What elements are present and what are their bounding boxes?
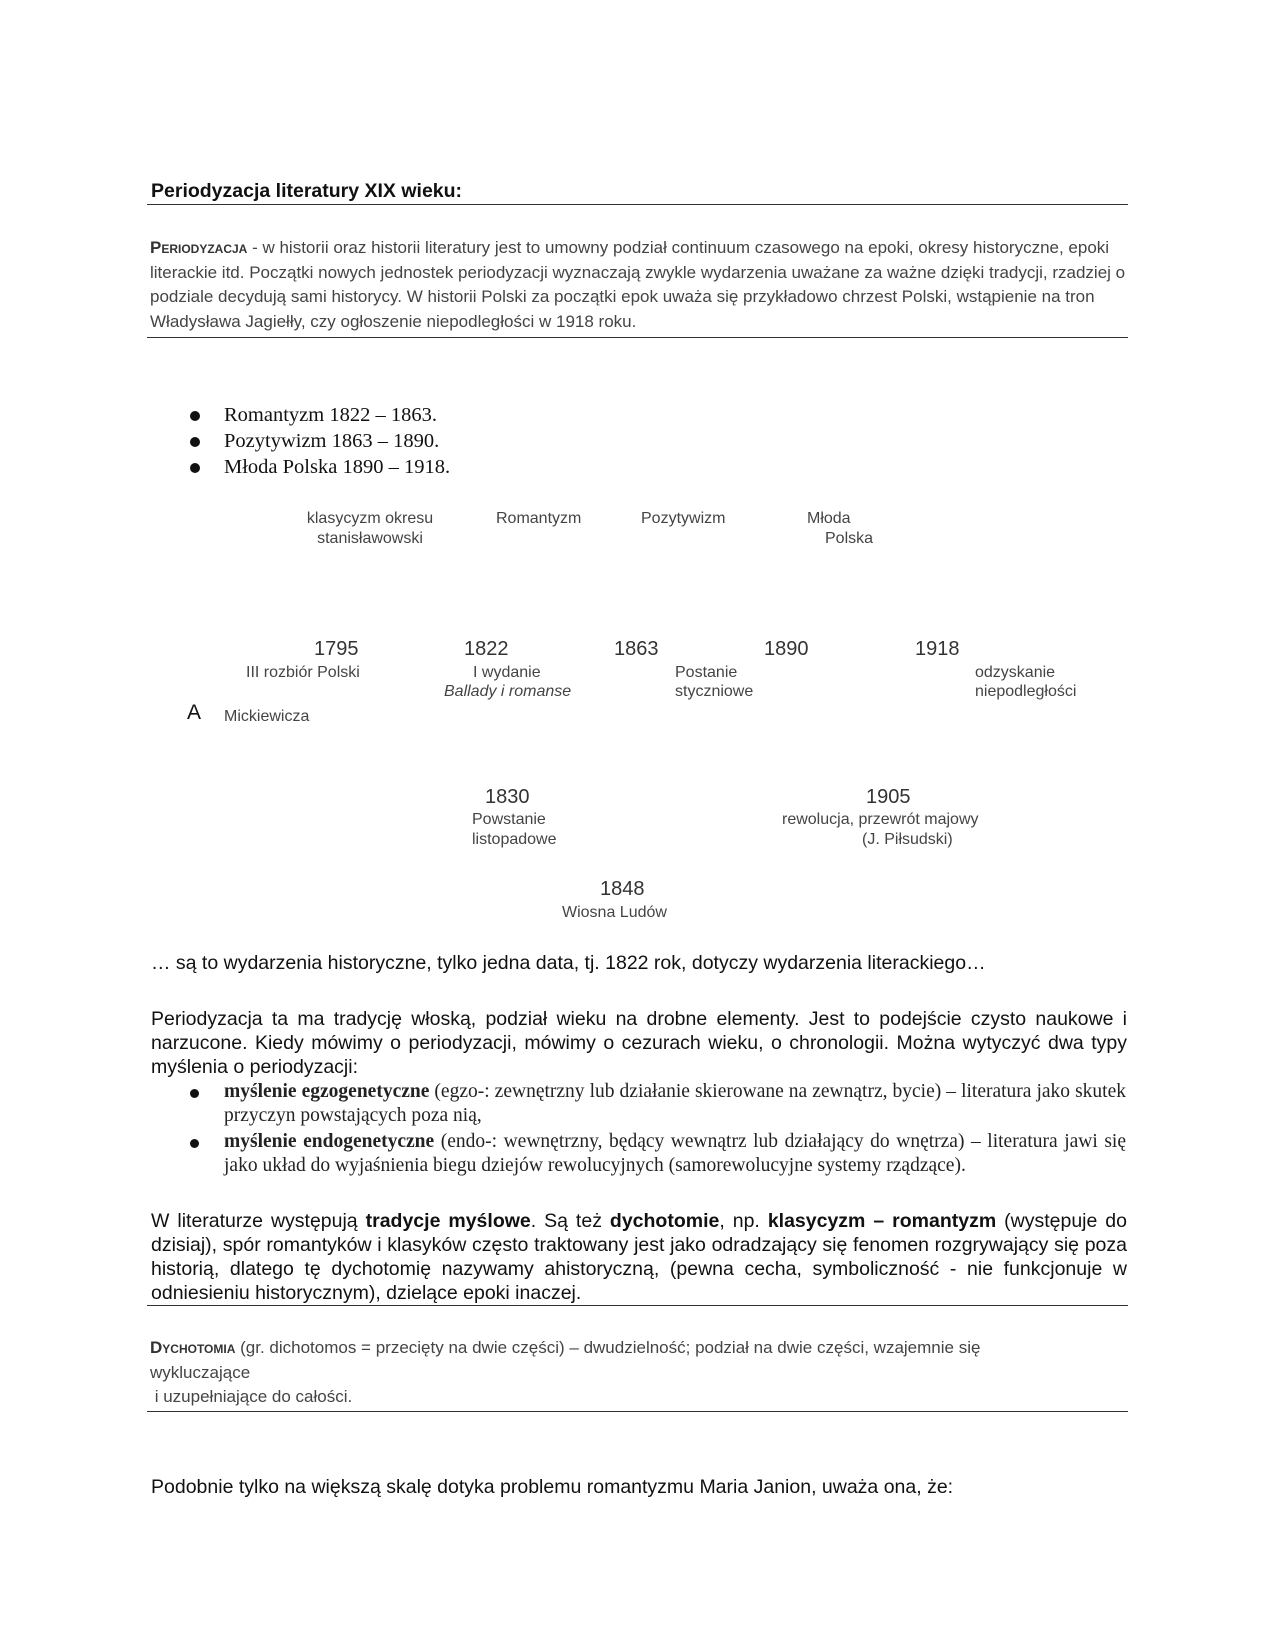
timeline-event-1822-line1: I wydanie: [473, 664, 541, 681]
timeline-event-1848: Wiosna Ludów: [562, 904, 667, 921]
timeline-event-1822-title: Ballady i romanse: [444, 683, 572, 700]
title-divider: [147, 204, 1128, 205]
timeline-event-1905-line1: rewolucja, przewrót majowy: [782, 811, 979, 828]
bullet-icon: [190, 1089, 199, 1098]
list-item: Pozytywizm 1863 – 1890.: [180, 428, 450, 454]
timeline-year-1848: 1848: [600, 878, 645, 900]
note-line: … są to wydarzenia historyczne, tylko jedna data, tj. 1822 rok, dotyczy wydarzenia literackiego…: [151, 952, 986, 974]
definition-term: Dychotomia: [150, 1338, 236, 1357]
timeline-author-initial: A: [187, 701, 202, 724]
timeline-year-1863: 1863: [614, 638, 659, 660]
list-item: myślenie egzogenetyczne (egzo-: zewnętrzny lub działanie skierowane na zewnątrz, bycie) – literatura jako skutek przyczyn powstających poza nią,: [180, 1080, 1126, 1128]
timeline-year-1830: 1830: [485, 786, 530, 808]
bullet-icon: [190, 1139, 199, 1148]
timeline-event-1918-line1: odzyskanie: [975, 664, 1056, 681]
timeline-event-1863-line2: styczniowe: [675, 683, 754, 700]
definition-divider: [147, 337, 1128, 338]
thinking-types-list: [180, 1080, 1126, 1180]
definition-text: - w historii oraz historii literatury jest to umowny podział continuum czasowego na epoki, okresy historyczne, epoki literackie itd. Początki nowych jednostek periodyzacji wyznaczają zwykle wydarzenia uważane za ważne dzięki tradycji, rzadziej o podziale decydują sami historycy. W historii Polski za początki epok uważa się przykładowo chrzest Polski, wstąpienie na tron Władysława Jagiełły, czy ogłoszenie niepodległości w 1918 roku.: [150, 238, 1126, 332]
list-item: myślenie endogenetyczne (endo-: wewnętrzny, będący wewnątrz lub działający do wnętrza) – literatura jawi się jako układ do wyjaśnienia biegu dziejów rewolucyjnych (samorewolucyjne systemy rządzące).: [180, 1130, 1126, 1178]
timeline-event-1830-line1: Powstanie: [472, 811, 546, 828]
timeline-event-1905-line2: (J. Piłsudski): [862, 831, 953, 848]
timeline-event-1863-line1: Postanie: [675, 664, 738, 681]
timeline-year-1890: 1890: [764, 638, 809, 660]
timeline-year-1905: 1905: [866, 786, 911, 808]
timeline-epoch-young-poland-2: Polska: [825, 530, 874, 547]
dichotomy-divider: [147, 1305, 1128, 1306]
bullet-icon: [190, 411, 200, 421]
timeline-event-1795: III rozbiór Polski: [246, 664, 360, 681]
timeline-epoch-positivism: Pozytywizm: [641, 510, 726, 527]
list-item: Młoda Polska 1890 – 1918.: [180, 454, 450, 480]
page-title: Periodyzacja literatury XIX wieku:: [151, 180, 463, 202]
timeline-epoch-young-poland-1: Młoda: [807, 510, 851, 527]
timeline-event-1830-line2: listopadowe: [472, 831, 557, 848]
dychotomia-divider: [147, 1411, 1128, 1412]
definition-periodyzacja: [150, 236, 1130, 335]
list-item: Romantyzm 1822 – 1863.: [180, 402, 450, 428]
timeline-author-name: Mickiewicza: [224, 708, 310, 725]
paragraph-tradition: Periodyzacja ta ma tradycję włoską, podział wieku na drobne elementy. Jest to podejście czysto naukowe i narzucone. Kiedy mówimy o periodyzacji, mówimy o cezurach wieku, o chronologii. Można wytyczyć dwa typy myślenia o periodyzacji:: [151, 1008, 1127, 1078]
timeline-epoch-classicism: klasycyzm okresu stanisławowski: [306, 510, 434, 547]
epochs-list: [180, 402, 450, 480]
timeline-year-1822: 1822: [464, 638, 509, 660]
timeline-event-1918-line2: niepodległości: [975, 683, 1077, 700]
bullet-icon: [190, 463, 200, 473]
closing-line: Podobnie tylko na większą skalę dotyka problemu romantyzmu Maria Janion, uważa ona, że:: [151, 1476, 954, 1498]
definition-dychotomia: Dychotomia (gr. dichotomos = przecięty na dwie części) – dwudzielność; podział na dwie części, wzajemnie się wykluczające i uzupełniające do całości.: [150, 1338, 981, 1407]
timeline-year-1795: 1795: [314, 638, 359, 660]
paragraph-dichotomy: W literaturze występują tradycje myślowe. Są też dychotomie, np. klasycyzm – romantyzm (występuje do dzisiaj), spór romantyków i klasyków często traktowany jest jako odradzający się fenomen rozgrywający się poza historią, dlatego tę dychotomię nazywamy ahistoryczną, (pewna cecha, symboliczność - nie funkcjonuje w odniesieniu historycznym), dzielące epoki inaczej.: [151, 1210, 1128, 1304]
definition-term: Periodyzacja: [150, 238, 248, 257]
timeline-epoch-romanticism: Romantyzm: [496, 510, 582, 527]
timeline-year-1918: 1918: [915, 638, 960, 660]
bullet-icon: [190, 437, 200, 447]
